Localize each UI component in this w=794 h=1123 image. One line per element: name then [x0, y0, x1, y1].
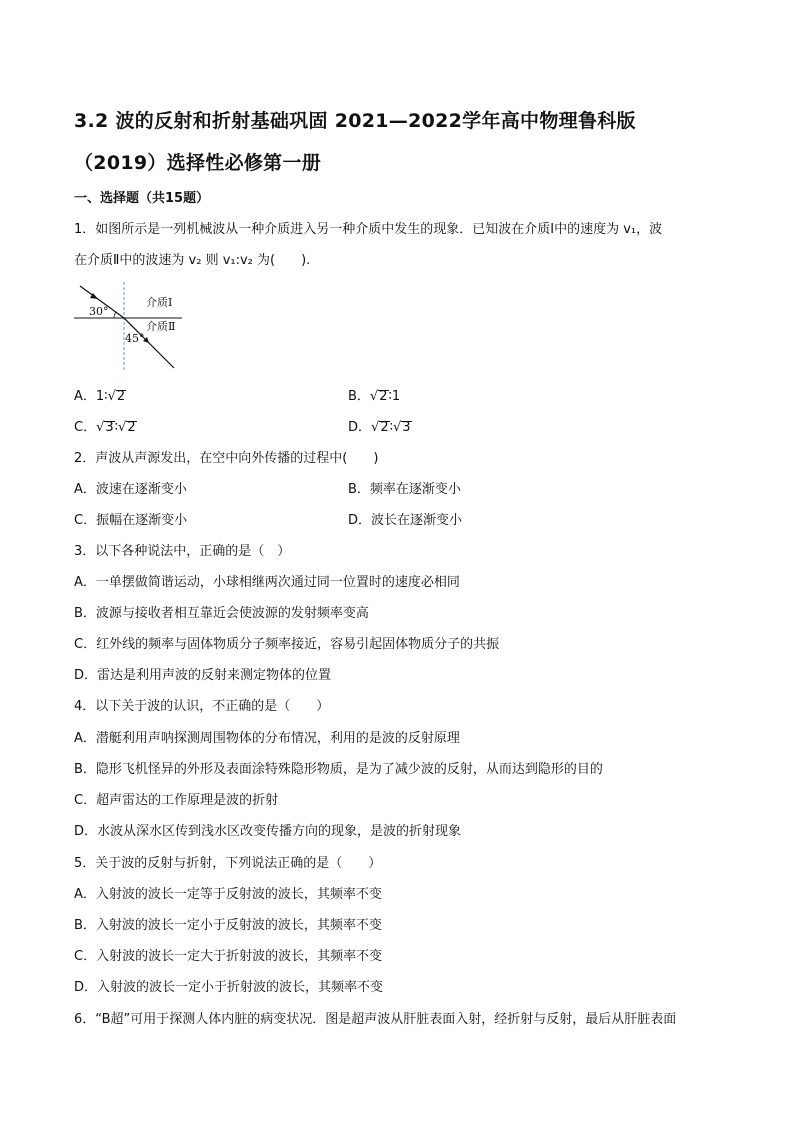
q3-option-b: B．波源与接收者相互靠近会使波源的发射频率变高 [74, 606, 369, 621]
q2-option-b: B．频率在逐渐变小 [348, 482, 461, 497]
q1-stem-line2: 在介质Ⅱ中的波速为 v₂ 则 v₁:v₂ 为( ). [74, 253, 311, 268]
section-heading: 一、选择题（共15题） [74, 191, 210, 206]
q5-option-c: C．入射波的波长一定大于折射波的波长，其频率不变 [74, 949, 383, 964]
medium1-label: 介质Ⅰ [146, 296, 173, 309]
q1-option-c: C．√3∶√2 [74, 420, 136, 435]
q4-option-a: A．潜艇利用声呐探测周围物体的分布情况，利用的是波的反射原理 [74, 731, 460, 746]
document-title-line1: 3.2 波的反射和折射基础巩固 2021—2022学年高中物理鲁科版 [74, 110, 636, 132]
q2-stem: 2．声波从声源发出，在空中向外传播的过程中( ) [74, 451, 379, 466]
q2-option-c: C．振幅在逐渐变小 [74, 513, 188, 528]
q1-stem-line1: 1．如图所示是一列机械波从一种介质进入另一种介质中发生的现象．已知波在介质Ⅰ中的速度为 v₁，波 [74, 222, 663, 237]
q1-option-b: B．√2∶1 [348, 389, 401, 404]
q6-stem-line1: 6．“B超”可用于探测人体内脏的病变状况．图是超声波从肝脏表面入射，经折射与反射，最后从肝脏表面 [74, 1012, 677, 1027]
q5-option-a: A．入射波的波长一定等于反射波的波长，其频率不变 [74, 887, 382, 902]
q2-option-d: D．波长在逐渐变小 [348, 513, 463, 528]
q3-option-c: C．红外线的频率与固体物质分子频率接近，容易引起固体物质分子的共振 [74, 637, 500, 652]
q3-stem: 3．以下各种说法中，正确的是（ ） [74, 544, 291, 559]
q4-option-c: C．超声雷达的工作原理是波的折射 [74, 793, 279, 808]
q4-stem: 4．以下关于波的认识，不正确的是（ ） [74, 699, 330, 714]
q5-option-b: B．入射波的波长一定小于反射波的波长，其频率不变 [74, 918, 382, 933]
angle-incident-label: 30° [89, 305, 109, 318]
q1-option-a: A．1∶√2 [74, 389, 126, 404]
q5-option-d: D．入射波的波长一定小于折射波的波长，其频率不变 [74, 980, 384, 995]
q2-option-a: A．波速在逐渐变小 [74, 482, 187, 497]
q4-option-d: D．水波从深水区传到浅水区改变传播方向的现象，是波的折射现象 [74, 824, 462, 839]
q4-option-b: B．隐形飞机怪异的外形及表面涂特殊隐形物质，是为了减少波的反射，从而达到隐形的目的 [74, 762, 603, 777]
refraction-diagram [74, 282, 194, 372]
q3-option-d: D．雷达是利用声波的反射来测定物体的位置 [74, 668, 332, 683]
q3-option-a: A．一单摆做简谐运动，小球相继两次通过同一位置时的速度必相同 [74, 575, 460, 590]
angle-refracted-label: 45° [125, 332, 145, 345]
document-title-line2: （2019）选择性必修第一册 [74, 152, 322, 174]
q1-option-d: D．√2∶√3 [348, 420, 411, 435]
medium2-label: 介质Ⅱ [146, 320, 176, 333]
q5-stem: 5．关于波的反射与折射，下列说法正确的是（ ） [74, 856, 382, 871]
